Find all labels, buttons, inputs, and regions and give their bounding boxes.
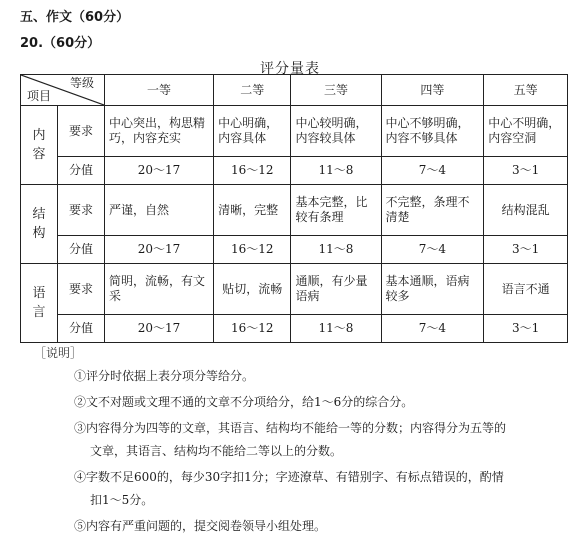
- language-score-4: 7～4: [381, 315, 484, 343]
- structure-score-1: 20～17: [105, 236, 214, 264]
- category-content-char-2: 容: [32, 147, 46, 162]
- category-content: [21, 106, 58, 185]
- grade-4: 四等: [381, 75, 484, 106]
- language-req-1: 简明，流畅，有文采: [105, 264, 214, 315]
- language-score-2: 16～12: [214, 315, 291, 343]
- corner-grade-label: 等级: [69, 76, 94, 90]
- language-score-5: 3～1: [484, 315, 568, 343]
- grade-3: 三等: [291, 75, 381, 106]
- category-structure: [21, 185, 58, 264]
- structure-req-5: 结构混乱: [484, 185, 568, 236]
- language-req-5: 语言不通: [484, 264, 568, 315]
- grade-2: 二等: [214, 75, 291, 106]
- structure-score-5: 3～1: [484, 236, 568, 264]
- structure-req-3: 基本完整，比较有条理: [291, 185, 381, 236]
- note-4-continued: 扣1～5分。: [90, 493, 154, 507]
- note-3-continued: 文章，其语言、结构均不能给二等以上的分数。: [90, 444, 343, 458]
- section-title: 五、作文（60分）: [20, 10, 130, 25]
- structure-score-row: [21, 236, 568, 264]
- structure-score-4: 7～4: [381, 236, 484, 264]
- category-language-char-1: 语: [32, 286, 46, 301]
- content-req-5: 中心不明确，内容空洞: [484, 106, 568, 157]
- table-title: 评分量表: [260, 61, 320, 77]
- note-2: ②文不对题或文理不通的文章不分项给分，给1～6分的综合分。: [74, 395, 414, 409]
- scoring-table: [20, 74, 568, 343]
- header-row: [21, 75, 568, 106]
- corner-cell: [21, 75, 105, 106]
- content-req-4: 中心不够明确，内容不够具体: [381, 106, 484, 157]
- structure-score-2: 16～12: [214, 236, 291, 264]
- note-1: ①评分时依据上表分项分等给分。: [74, 369, 255, 383]
- note-5: ⑤内容有严重问题的，提交阅卷领导小组处理。: [74, 519, 327, 533]
- language-score-3: 11～8: [291, 315, 381, 343]
- note-3: ③内容得分为四等的文章，其语言、结构均不能给一等的分数；内容得分为五等的: [74, 421, 507, 435]
- content-req-1: 中心突出，构思精巧，内容充实: [105, 106, 214, 157]
- requirement-label: 要求: [58, 106, 105, 157]
- language-score-1: 20～17: [105, 315, 214, 343]
- content-score-1: 20～17: [105, 157, 214, 185]
- content-score-row: [21, 157, 568, 185]
- requirement-label: 要求: [58, 185, 105, 236]
- language-req-4: 基本通顺，语病较多: [381, 264, 484, 315]
- content-score-4: 7～4: [381, 157, 484, 185]
- question-number: 20.（60分）: [20, 36, 101, 51]
- score-label: 分值: [58, 157, 105, 185]
- structure-req-1: 严谨，自然: [105, 185, 214, 236]
- score-label: 分值: [58, 315, 105, 343]
- structure-req-4: 不完整，条理不清楚: [381, 185, 484, 236]
- content-score-2: 16～12: [214, 157, 291, 185]
- category-language-char-2: 言: [32, 305, 46, 320]
- language-req-2: 贴切，流畅: [214, 264, 291, 315]
- language-score-row: [21, 315, 568, 343]
- grade-1: 一等: [105, 75, 214, 106]
- corner-item-label: 项目: [27, 89, 52, 103]
- content-req-3: 中心较明确，内容较具体: [291, 106, 381, 157]
- structure-score-3: 11～8: [291, 236, 381, 264]
- grade-5: 五等: [484, 75, 568, 106]
- requirement-label: 要求: [58, 264, 105, 315]
- category-structure-char-2: 构: [32, 226, 46, 241]
- note-4: ④字数不足600的，每少30字扣1分；字迹潦草、有错别字、有标点错误的，酌情: [74, 470, 504, 484]
- language-req-3: 通顺，有少量语病: [291, 264, 381, 315]
- score-label: 分值: [58, 236, 105, 264]
- notes-title: ［说明］: [34, 346, 83, 360]
- content-req-2: 中心明确，内容具体: [214, 106, 291, 157]
- content-requirement-row: [21, 106, 568, 157]
- category-structure-char-1: 结: [32, 207, 46, 222]
- category-language: [21, 264, 58, 343]
- language-requirement-row: [21, 264, 568, 315]
- content-score-5: 3～1: [484, 157, 568, 185]
- notes-section: [34, 344, 506, 543]
- structure-req-2: 清晰，完整: [214, 185, 291, 236]
- content-score-3: 11～8: [291, 157, 381, 185]
- structure-requirement-row: [21, 185, 568, 236]
- category-content-char-1: 内: [32, 128, 46, 143]
